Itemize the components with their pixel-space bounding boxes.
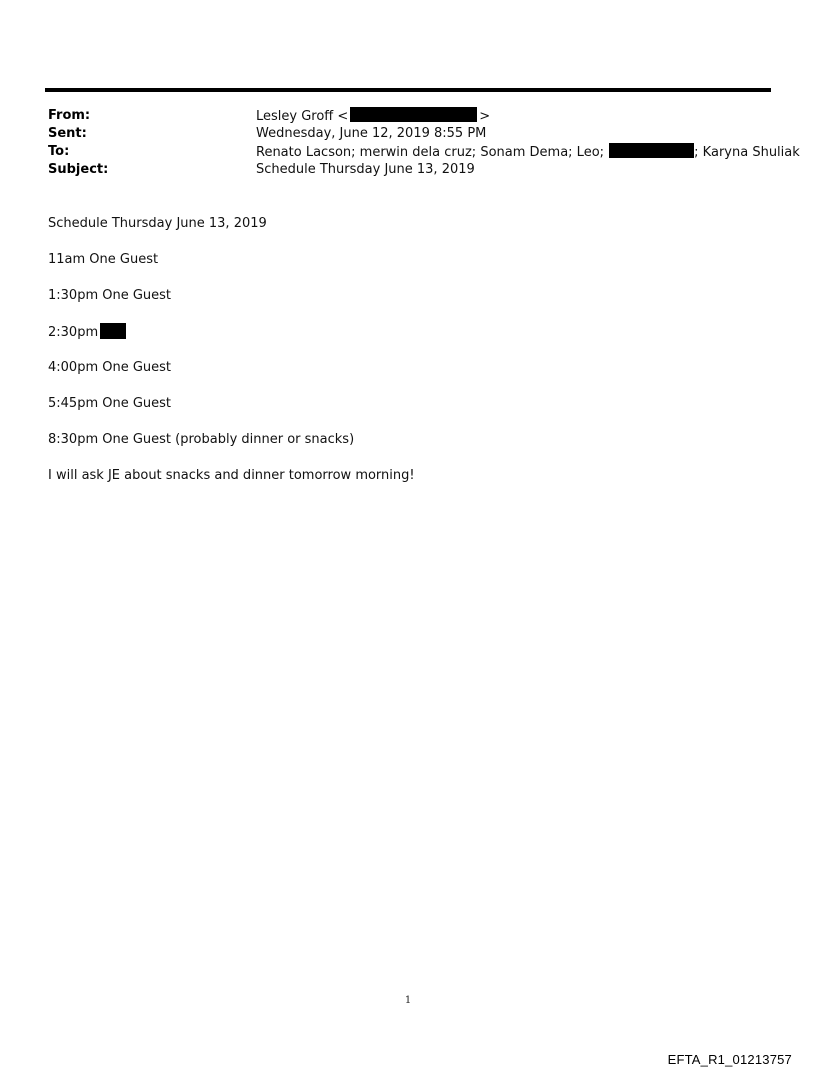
closing-note: I will ask JE about snacks and dinner tomorrow morning! — [48, 468, 415, 483]
schedule-item-redacted — [48, 323, 768, 341]
header-divider — [45, 88, 771, 92]
from-row — [48, 107, 778, 125]
page-number: 1 — [404, 995, 412, 1006]
schedule-item: 4:00pm One Guest — [48, 360, 172, 375]
schedule-title: Schedule Thursday June 13, 2019 — [48, 216, 267, 231]
redacted-guest — [100, 323, 126, 339]
to-label: To: — [48, 144, 70, 159]
from-value — [256, 107, 778, 125]
email-body — [48, 215, 768, 503]
sent-row — [48, 125, 778, 143]
subject-value: Schedule Thursday June 13, 2019 — [256, 162, 475, 177]
to-value — [256, 143, 800, 161]
sent-label: Sent: — [48, 126, 87, 141]
to-row — [48, 143, 800, 161]
sent-value: Wednesday, June 12, 2019 8:55 PM — [256, 126, 487, 141]
document-id: EFTA_R1_01213757 — [667, 1052, 792, 1067]
email-header — [48, 107, 800, 179]
schedule-time: 2:30pm — [48, 325, 99, 340]
schedule-item: 5:45pm One Guest — [48, 396, 172, 411]
subject-label: Subject: — [48, 162, 109, 177]
from-label: From: — [48, 108, 91, 123]
schedule-item: 1:30pm One Guest — [48, 288, 172, 303]
schedule-item: 8:30pm One Guest (probably dinner or snacks) — [48, 432, 355, 447]
schedule-item: 11am One Guest — [48, 252, 159, 267]
from-suffix: > — [479, 109, 491, 124]
redacted-recipient — [609, 143, 694, 158]
redacted-email — [350, 107, 477, 122]
to-recipients-last: ; Karyna Shuliak — [694, 145, 800, 160]
to-recipients-first: Renato Lacson; merwin dela cruz; Sonam Dema; Leo; — [256, 145, 605, 160]
subject-row — [48, 161, 778, 179]
from-name: Lesley Groff < — [256, 109, 349, 124]
